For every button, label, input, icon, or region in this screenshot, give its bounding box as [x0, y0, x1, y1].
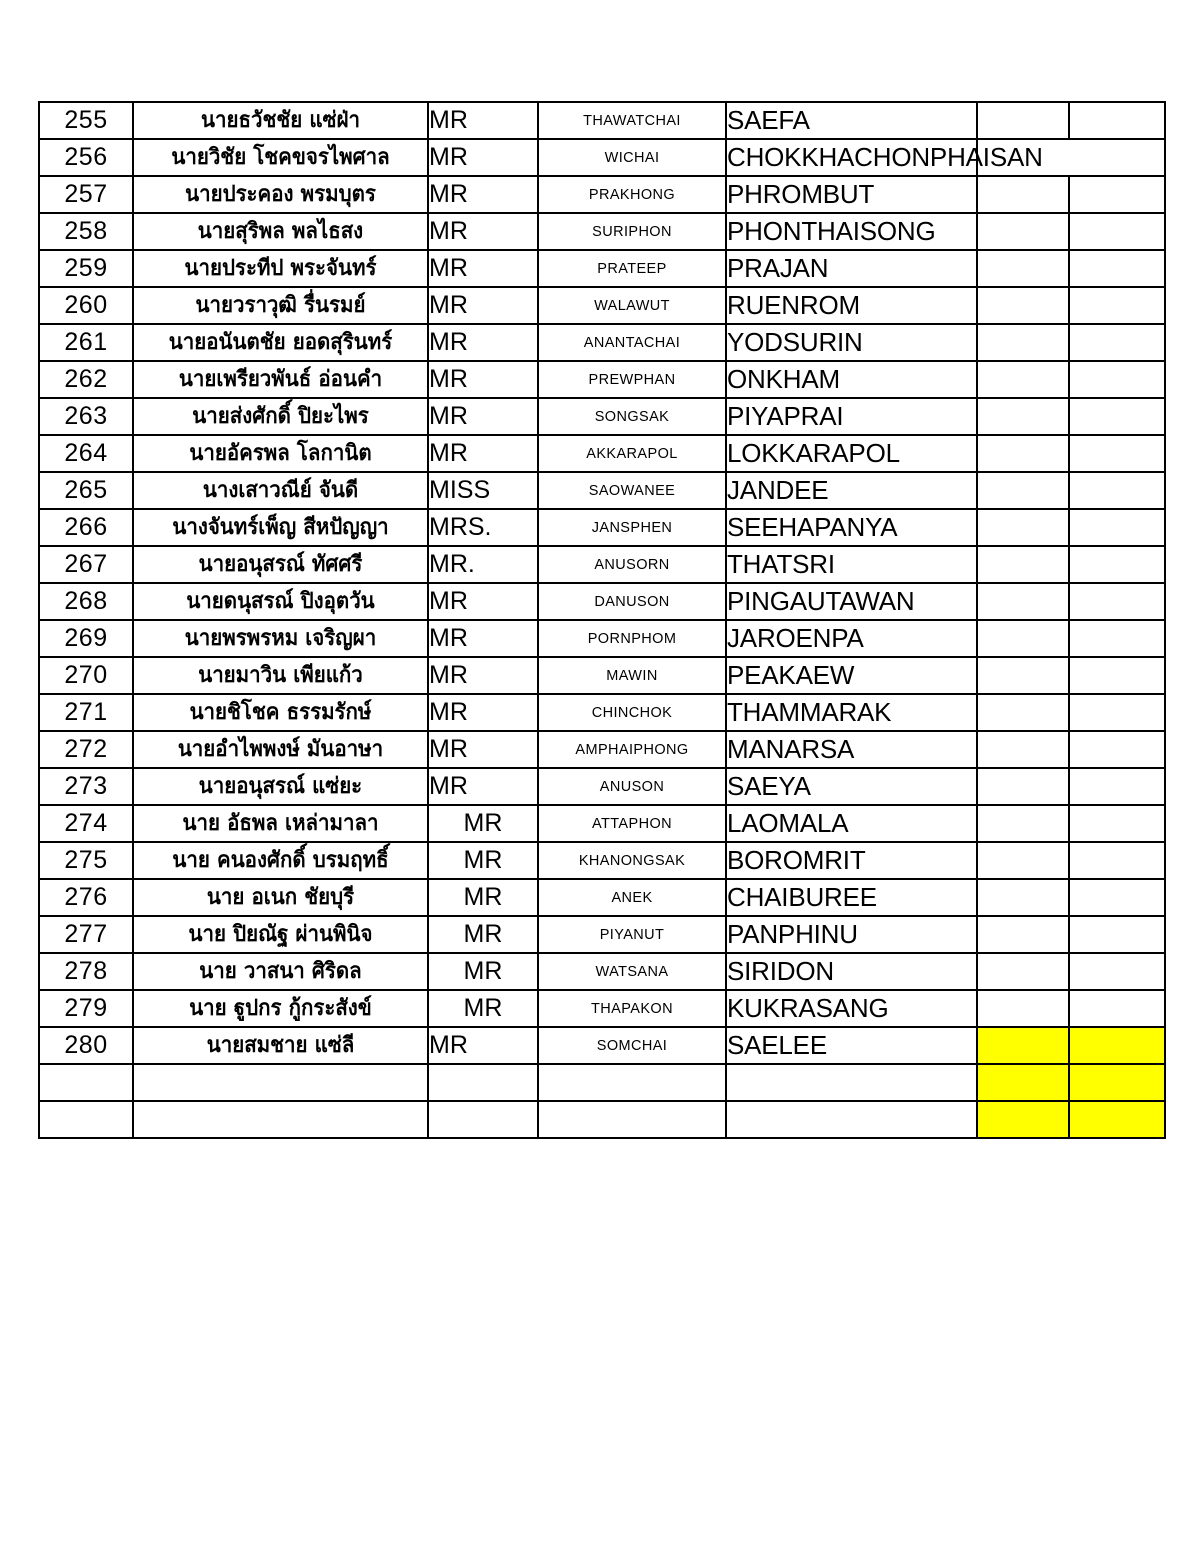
cell-romanized-surname	[726, 694, 977, 731]
cell-romanized-surname	[726, 583, 977, 620]
thai-name-text: นายอัครพล โลกานิต	[189, 440, 372, 466]
cell-thai-full-name	[133, 620, 428, 657]
cell-romanized-surname	[726, 916, 977, 953]
surname-text: PINGAUTAWAN	[727, 586, 915, 616]
cell-blank-1	[977, 916, 1069, 953]
table-row	[39, 546, 1165, 583]
cell-title-honorific: MR	[428, 990, 538, 1027]
cell-romanized-first-name: ANUSON	[538, 768, 726, 805]
cell-title-honorific	[428, 1101, 538, 1138]
cell-title-honorific: MR	[428, 657, 538, 694]
surname-text: LAOMALA	[727, 808, 849, 838]
cell-blank-2	[1069, 916, 1165, 953]
surname-text: THAMMARAK	[727, 697, 892, 727]
thai-name-text: นายวราวุฒิ รื่นรมย์	[195, 292, 366, 318]
cell-thai-full-name	[133, 694, 428, 731]
thai-name-text: นายวิชัย โชคขจรไพศาล	[171, 144, 390, 170]
cell-thai-full-name	[133, 768, 428, 805]
cell-blank-2	[1069, 620, 1165, 657]
cell-title-honorific: MR	[428, 879, 538, 916]
cell-blank-2	[1069, 287, 1165, 324]
cell-blank-1	[977, 694, 1069, 731]
cell-thai-full-name	[133, 990, 428, 1027]
cell-romanized-first-name	[538, 1064, 726, 1101]
cell-title-honorific: MR	[428, 731, 538, 768]
cell-thai-full-name	[133, 546, 428, 583]
thai-name-text: นาย อัธพล เหล่ามาลา	[182, 810, 379, 836]
cell-romanized-first-name: ANEK	[538, 879, 726, 916]
cell-title-honorific: MR	[428, 953, 538, 990]
cell-row-number: 257	[39, 176, 133, 213]
cell-blank-2	[1069, 879, 1165, 916]
cell-title-honorific: MR	[428, 361, 538, 398]
cell-romanized-first-name: PRATEEP	[538, 250, 726, 287]
cell-romanized-surname	[726, 361, 977, 398]
thai-name-text: นาย ฐูปกร กู้กระสังข์	[189, 995, 372, 1021]
cell-romanized-first-name: SOMCHAI	[538, 1027, 726, 1064]
surname-text: PHROMBUT	[727, 179, 875, 209]
thai-name-text: นาย วาสนา ศิริดล	[199, 958, 362, 984]
surname-text: CHAIBUREE	[727, 882, 877, 912]
cell-romanized-first-name: SAOWANEE	[538, 472, 726, 509]
cell-blank-2	[1069, 361, 1165, 398]
table-row	[39, 1101, 1165, 1138]
cell-row-number: 273	[39, 768, 133, 805]
cell-row-number: 263	[39, 398, 133, 435]
table-row	[39, 620, 1165, 657]
cell-blank-1	[977, 398, 1069, 435]
cell-romanized-surname	[726, 768, 977, 805]
cell-row-number: 279	[39, 990, 133, 1027]
cell-romanized-surname	[726, 287, 977, 324]
cell-blank-2	[1069, 1027, 1165, 1064]
thai-name-text: นาย อเนก ชัยบุรี	[206, 884, 355, 910]
cell-title-honorific: MR	[428, 250, 538, 287]
surname-text: PANPHINU	[727, 919, 858, 949]
cell-row-number: 278	[39, 953, 133, 990]
cell-thai-full-name	[133, 472, 428, 509]
cell-romanized-surname	[726, 620, 977, 657]
surname-text: SAELEE	[727, 1030, 827, 1060]
table-row	[39, 213, 1165, 250]
cell-thai-full-name	[133, 805, 428, 842]
cell-romanized-first-name: WICHAI	[538, 139, 726, 176]
cell-blank-2	[1069, 768, 1165, 805]
cell-thai-full-name	[133, 916, 428, 953]
cell-blank-1	[977, 657, 1069, 694]
cell-thai-full-name	[133, 361, 428, 398]
cell-title-honorific: MR	[428, 768, 538, 805]
cell-blank-2	[1069, 324, 1165, 361]
cell-blank-2	[1069, 583, 1165, 620]
cell-thai-full-name	[133, 102, 428, 139]
surname-text: PRAJAN	[727, 253, 829, 283]
cell-title-honorific: MR	[428, 139, 538, 176]
surname-text: BOROMRIT	[727, 845, 866, 875]
thai-name-text: นายอนุสรณ์ แซ่ยะ	[198, 773, 363, 799]
cell-romanized-first-name: SURIPHON	[538, 213, 726, 250]
cell-blank-2	[1069, 953, 1165, 990]
cell-romanized-first-name	[538, 1101, 726, 1138]
cell-romanized-surname	[726, 139, 1043, 176]
thai-name-text: นายอำไพพงษ์ มันอาษา	[177, 736, 384, 762]
cell-blank-1	[977, 324, 1069, 361]
cell-blank-2	[1069, 731, 1165, 768]
cell-title-honorific: MR	[428, 620, 538, 657]
cell-romanized-surname	[726, 509, 977, 546]
thai-name-text: นายอนันตชัย ยอดสุรินทร์	[168, 329, 393, 355]
surname-text: ONKHAM	[727, 364, 840, 394]
cell-blank-1	[977, 805, 1069, 842]
cell-title-honorific: MR	[428, 287, 538, 324]
cell-romanized-surname	[726, 1027, 977, 1064]
cell-row-number: 270	[39, 657, 133, 694]
cell-row-number: 265	[39, 472, 133, 509]
cell-title-honorific: MR	[428, 102, 538, 139]
cell-thai-full-name	[133, 398, 428, 435]
cell-blank-1	[977, 361, 1069, 398]
cell-blank-2	[1069, 176, 1165, 213]
cell-thai-full-name	[133, 657, 428, 694]
cell-blank-2	[1069, 509, 1165, 546]
cell-blank-1	[977, 1064, 1069, 1101]
table-row	[39, 1027, 1165, 1064]
cell-blank-2	[1069, 1064, 1165, 1101]
cell-thai-full-name	[133, 139, 428, 176]
surname-text: MANARSA	[727, 734, 855, 764]
table-row	[39, 879, 1165, 916]
thai-name-text: นายสมชาย แซ่ลี	[206, 1032, 355, 1058]
cell-blank-2	[1069, 435, 1165, 472]
cell-title-honorific: MR	[428, 176, 538, 213]
name-roster-table	[38, 101, 1166, 1139]
cell-row-number: 262	[39, 361, 133, 398]
cell-row-number: 266	[39, 509, 133, 546]
cell-blank-1	[977, 583, 1069, 620]
cell-blank-2	[1069, 472, 1165, 509]
cell-row-number: 280	[39, 1027, 133, 1064]
thai-name-text: นายพรพรหม เจริญผา	[184, 625, 377, 651]
table-row	[39, 731, 1165, 768]
table-row	[39, 435, 1165, 472]
cell-romanized-surname	[726, 1064, 977, 1101]
cell-thai-full-name	[133, 435, 428, 472]
cell-title-honorific: MR	[428, 213, 538, 250]
cell-row-number: 259	[39, 250, 133, 287]
cell-romanized-first-name: WATSANA	[538, 953, 726, 990]
cell-title-honorific: MR	[428, 583, 538, 620]
cell-title-honorific	[428, 1064, 538, 1101]
cell-romanized-first-name: JANSPHEN	[538, 509, 726, 546]
cell-romanized-surname	[726, 879, 977, 916]
cell-blank-2	[1069, 213, 1165, 250]
surname-text: RUENROM	[727, 290, 860, 320]
table-row	[39, 916, 1165, 953]
cell-blank-2	[1069, 546, 1165, 583]
cell-title-honorific: MR	[428, 398, 538, 435]
cell-row-number: 272	[39, 731, 133, 768]
thai-name-text: นางเสาวณีย์ จันดี	[202, 477, 359, 503]
cell-romanized-first-name: PREWPHAN	[538, 361, 726, 398]
surname-text: PHONTHAISONG	[727, 216, 936, 246]
thai-name-text: นาย ปิยณัฐ ผ่านพินิจ	[188, 921, 373, 947]
cell-row-number: 255	[39, 102, 133, 139]
table-row	[39, 398, 1165, 435]
cell-row-number: 260	[39, 287, 133, 324]
cell-title-honorific: MR	[428, 694, 538, 731]
table-row	[39, 472, 1165, 509]
cell-blank-1	[977, 990, 1069, 1027]
thai-name-text: นายส่งศักดิ์ ปิยะไพร	[192, 403, 369, 429]
thai-name-text: นายชิโชค ธรรมรักษ์	[189, 699, 372, 725]
table-row	[39, 842, 1165, 879]
cell-title-honorific: MR	[428, 842, 538, 879]
cell-blank-1	[977, 435, 1069, 472]
surname-text: JAROENPA	[727, 623, 864, 653]
cell-romanized-first-name: DANUSON	[538, 583, 726, 620]
cell-romanized-surname	[726, 953, 977, 990]
cell-romanized-surname	[726, 1101, 977, 1138]
cell-thai-full-name	[133, 1101, 428, 1138]
cell-romanized-first-name: ANUSORN	[538, 546, 726, 583]
cell-title-honorific: MISS	[428, 472, 538, 509]
cell-thai-full-name	[133, 842, 428, 879]
cell-romanized-surname	[726, 805, 977, 842]
cell-row-number: 256	[39, 139, 133, 176]
surname-text: SIRIDON	[727, 956, 834, 986]
cell-title-honorific: MR	[428, 916, 538, 953]
thai-name-text: นายธวัชชัย แซ่ฝ่า	[201, 107, 360, 133]
cell-romanized-surname	[726, 324, 977, 361]
surname-text: PIYAPRAI	[727, 401, 844, 431]
table-row	[39, 102, 1165, 139]
cell-blank-2	[1069, 250, 1165, 287]
table-row	[39, 990, 1165, 1027]
cell-blank-1	[977, 731, 1069, 768]
surname-text: KUKRASANG	[727, 993, 889, 1023]
cell-romanized-first-name: THAWATCHAI	[538, 102, 726, 139]
cell-title-honorific: MR	[428, 805, 538, 842]
cell-thai-full-name	[133, 324, 428, 361]
surname-text: SEEHAPANYA	[727, 512, 898, 542]
cell-row-number: 276	[39, 879, 133, 916]
cell-romanized-first-name: AMPHAIPHONG	[538, 731, 726, 768]
cell-thai-full-name	[133, 509, 428, 546]
cell-blank-1	[977, 102, 1069, 139]
cell-romanized-surname	[726, 435, 977, 472]
cell-thai-full-name	[133, 731, 428, 768]
table-row	[39, 176, 1165, 213]
cell-thai-full-name	[133, 879, 428, 916]
thai-name-text: นายเพรียวพันธ์ อ่อนคำ	[178, 366, 383, 392]
cell-row-number: 271	[39, 694, 133, 731]
cell-row-number	[39, 1101, 133, 1138]
cell-title-honorific: MR	[428, 324, 538, 361]
cell-thai-full-name	[133, 1064, 428, 1101]
thai-name-text: นายมาวิน เพียแก้ว	[198, 662, 363, 688]
cell-romanized-surname	[726, 990, 977, 1027]
thai-name-text: นายดนุสรณ์ ปิงอุตวัน	[186, 588, 375, 614]
table-row	[39, 1064, 1165, 1101]
thai-name-text: นายอนุสรณ์ ทัศศรี	[198, 551, 363, 577]
cell-romanized-surname	[726, 657, 977, 694]
cell-romanized-surname	[726, 398, 977, 435]
cell-romanized-first-name: CHINCHOK	[538, 694, 726, 731]
cell-romanized-first-name: KHANONGSAK	[538, 842, 726, 879]
cell-blank-1	[977, 879, 1069, 916]
cell-blank-1	[977, 842, 1069, 879]
cell-blank-1	[977, 546, 1069, 583]
table-row	[39, 324, 1165, 361]
cell-blank-1	[977, 620, 1069, 657]
surname-text: SAEFA	[727, 105, 810, 135]
table-row	[39, 250, 1165, 287]
cell-title-honorific: MRS.	[428, 509, 538, 546]
cell-blank-2	[1069, 102, 1165, 139]
thai-name-text: นายสุริพล พลไธสง	[197, 218, 364, 244]
cell-romanized-surname	[726, 102, 977, 139]
cell-romanized-first-name: MAWIN	[538, 657, 726, 694]
surname-text: YODSURIN	[727, 327, 863, 357]
cell-blank-2	[1069, 694, 1165, 731]
cell-thai-full-name	[133, 250, 428, 287]
cell-thai-full-name	[133, 287, 428, 324]
cell-romanized-first-name: SONGSAK	[538, 398, 726, 435]
cell-romanized-first-name: THAPAKON	[538, 990, 726, 1027]
cell-romanized-first-name: PORNPHOM	[538, 620, 726, 657]
table-row	[39, 768, 1165, 805]
cell-romanized-first-name: WALAWUT	[538, 287, 726, 324]
table-row	[39, 953, 1165, 990]
table-row	[39, 361, 1165, 398]
table-row	[39, 583, 1165, 620]
cell-thai-full-name	[133, 953, 428, 990]
cell-blank-1	[977, 472, 1069, 509]
thai-name-text: นายประคอง พรมบุตร	[185, 181, 376, 207]
cell-thai-full-name	[133, 1027, 428, 1064]
thai-name-text: นายประทีป พระจันทร์	[184, 255, 377, 281]
surname-text: LOKKARAPOL	[727, 438, 900, 468]
thai-name-text: นางจันทร์เพ็ญ สีหปัญญา	[172, 514, 389, 540]
surname-text: PEAKAEW	[727, 660, 855, 690]
cell-romanized-surname	[726, 472, 977, 509]
cell-row-number	[39, 1064, 133, 1101]
cell-romanized-surname	[726, 842, 977, 879]
cell-blank-1	[977, 176, 1069, 213]
cell-romanized-surname	[726, 176, 977, 213]
cell-romanized-first-name: PRAKHONG	[538, 176, 726, 213]
cell-blank-1	[977, 250, 1069, 287]
cell-blank-2	[1069, 139, 1165, 176]
cell-romanized-surname	[726, 250, 977, 287]
cell-blank-1	[977, 768, 1069, 805]
cell-romanized-surname	[726, 546, 977, 583]
cell-romanized-first-name: ANANTACHAI	[538, 324, 726, 361]
cell-thai-full-name	[133, 213, 428, 250]
cell-blank-1	[977, 213, 1069, 250]
cell-row-number: 261	[39, 324, 133, 361]
cell-romanized-surname	[726, 731, 977, 768]
table-row	[39, 694, 1165, 731]
cell-blank-1	[977, 1027, 1069, 1064]
table-body	[39, 102, 1165, 1138]
cell-blank-1	[977, 509, 1069, 546]
cell-blank-2	[1069, 805, 1165, 842]
cell-row-number: 267	[39, 546, 133, 583]
table-row	[39, 805, 1165, 842]
cell-romanized-first-name: AKKARAPOL	[538, 435, 726, 472]
cell-blank-2	[1069, 990, 1165, 1027]
cell-blank-1	[977, 287, 1069, 324]
thai-name-text: นาย คนองศักดิ์ บรมฤทธิ์	[172, 847, 389, 873]
table-row	[39, 287, 1165, 324]
cell-thai-full-name	[133, 583, 428, 620]
cell-blank-1	[977, 953, 1069, 990]
cell-row-number: 277	[39, 916, 133, 953]
cell-romanized-first-name: ATTAPHON	[538, 805, 726, 842]
table-row	[39, 509, 1165, 546]
surname-text: CHOKKHACHONPHAISAN	[727, 142, 1043, 172]
cell-blank-2	[1069, 1101, 1165, 1138]
cell-blank-1	[977, 1101, 1069, 1138]
cell-row-number: 269	[39, 620, 133, 657]
surname-text: THATSRI	[727, 549, 835, 579]
cell-title-honorific: MR	[428, 1027, 538, 1064]
cell-blank-2	[1069, 398, 1165, 435]
cell-row-number: 264	[39, 435, 133, 472]
cell-thai-full-name	[133, 176, 428, 213]
cell-title-honorific: MR.	[428, 546, 538, 583]
table-row	[39, 139, 1165, 176]
surname-text: SAEYA	[727, 771, 811, 801]
cell-romanized-surname	[726, 213, 977, 250]
cell-row-number: 268	[39, 583, 133, 620]
cell-row-number: 274	[39, 805, 133, 842]
cell-row-number: 275	[39, 842, 133, 879]
cell-row-number: 258	[39, 213, 133, 250]
cell-blank-2	[1069, 842, 1165, 879]
surname-text: JANDEE	[727, 475, 829, 505]
cell-title-honorific: MR	[428, 435, 538, 472]
table-row	[39, 657, 1165, 694]
cell-romanized-first-name: PIYANUT	[538, 916, 726, 953]
cell-blank-2	[1069, 657, 1165, 694]
